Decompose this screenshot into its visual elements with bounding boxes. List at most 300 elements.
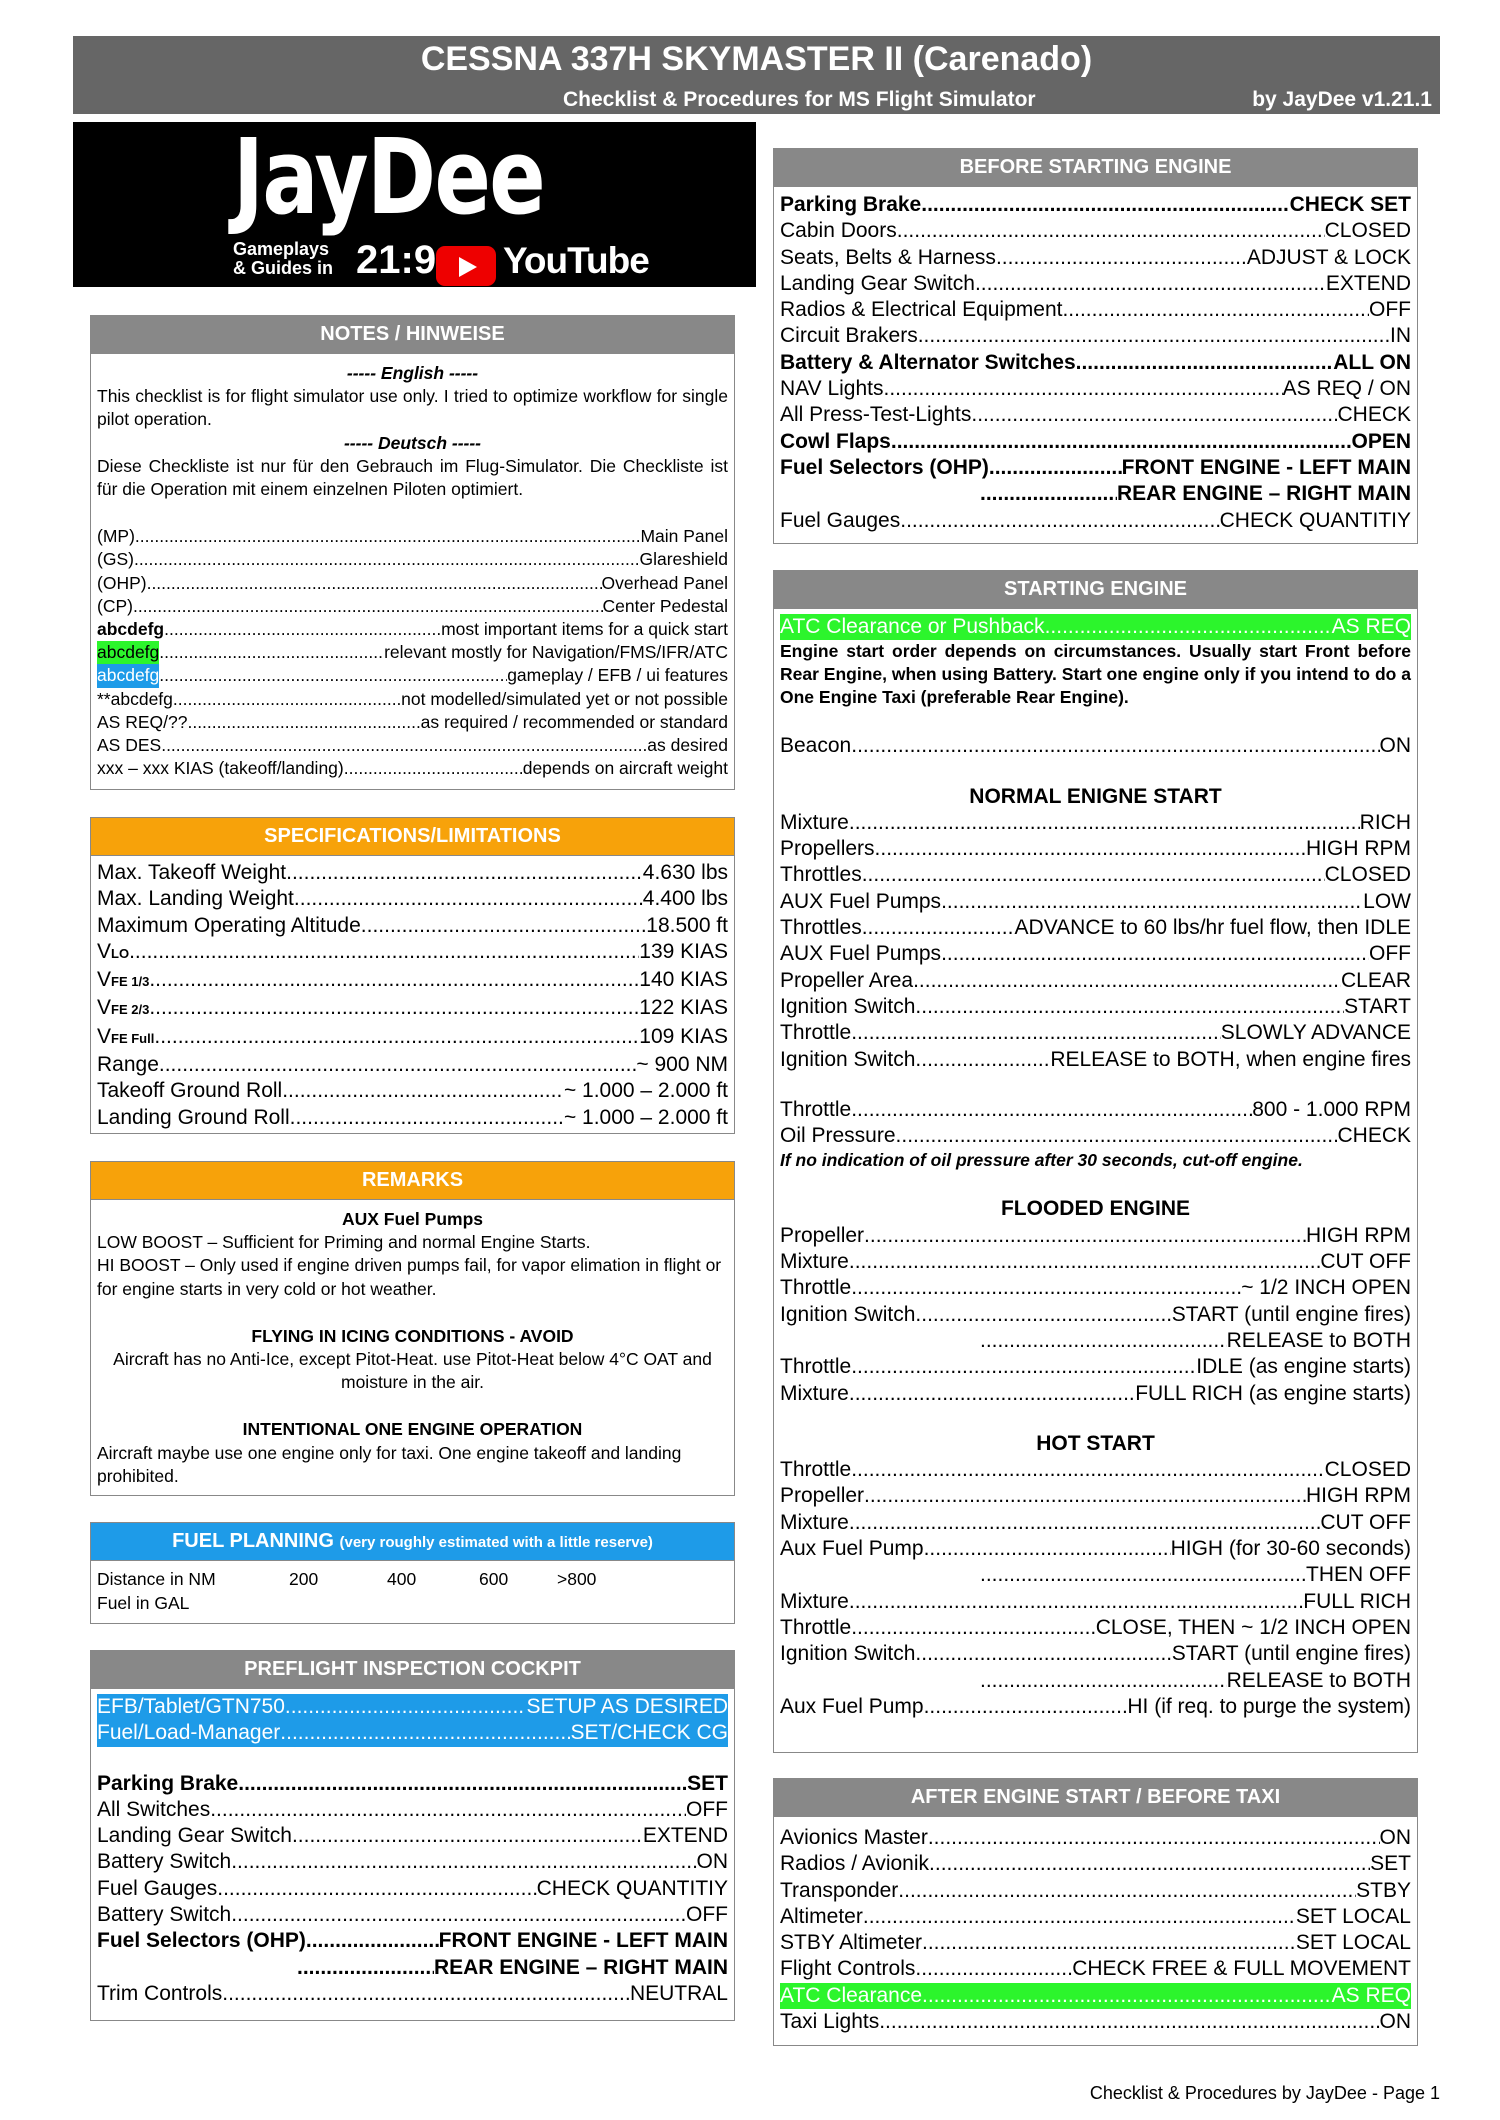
item-value: HIGH RPM (1306, 1484, 1411, 1508)
item-value: ~ 1.000 – 2.000 ft (563, 1105, 728, 1129)
item-value: EXTEND (642, 1824, 728, 1848)
item-label: **abcdefg (97, 688, 173, 709)
checklist-item (97, 757, 728, 780)
item-value: START (until engine fires) (1171, 1642, 1411, 1666)
item-value: Main Panel (640, 526, 728, 547)
item-value: RELEASE to BOTH, when engine fires (1050, 1047, 1411, 1071)
item-value: SET/CHECK CG (570, 1721, 728, 1745)
leader-dots (941, 889, 1363, 915)
fuel-distance-row (97, 1569, 728, 1592)
item-value: most important items for a quick start (441, 619, 728, 640)
item-value: 18.500 ft (646, 913, 728, 937)
logo-tagline (233, 240, 333, 278)
item-value: relevant mostly for Navigation/FMS/IFR/ATC (384, 642, 728, 663)
item-label: Propeller (780, 1223, 865, 1247)
item-label: AS REQ/?? (97, 711, 188, 732)
leader-dots (989, 455, 1122, 481)
item-label: Parking Brake. (780, 193, 928, 216)
checklist-item (97, 1928, 728, 1954)
leader-dots (280, 1720, 570, 1746)
item-label: Cabin Doors (780, 219, 897, 243)
leader-dots (862, 915, 1015, 941)
before-start-title: BEFORE STARTING ENGINE (774, 149, 1417, 187)
item-value: gameplay / EFB / ui features (507, 665, 728, 686)
checklist-item (97, 967, 728, 995)
item-value: AS REQ (1331, 615, 1411, 638)
leader-dots (294, 886, 643, 912)
specs-section (90, 817, 735, 1134)
page-footer: Checklist & Procedures by JayDee - Page 1 (1089, 2083, 1440, 2103)
item-value: RELEASE to BOTH (1226, 1328, 1411, 1352)
remarks-aux-hi: HI BOOST – Only used if engine driven pumps fail, for vapor elimation in flight or for engine starts in very cold or hot weather. (97, 1255, 722, 1299)
leader-dots (897, 218, 1325, 244)
leader-dots (980, 1668, 1227, 1694)
leader-dots (173, 688, 401, 711)
remarks-oneengine-text: Aircraft maybe use one engine only for taxi. One engine takeoff and landing prohibited. (97, 1442, 682, 1486)
item-value: OFF (686, 1903, 728, 1927)
item-label: Radios & Electrical Equipment (780, 298, 1063, 322)
item-value: not modelled/simulated yet or not possible (401, 688, 728, 709)
leader-dots (159, 641, 384, 664)
item-label: Ignition Switch (780, 1302, 916, 1326)
leader-dots (851, 1615, 1096, 1641)
item-label: All Press-Test-Lights (780, 403, 972, 427)
checklist-item (97, 641, 728, 664)
item-value: SET (687, 1771, 728, 1795)
checklist-item (780, 836, 1411, 862)
item-label: Ignition Switch (780, 1642, 916, 1666)
leader-dots (863, 1904, 1296, 1930)
checklist-item (780, 455, 1411, 481)
item-value: ON (1379, 2010, 1411, 2034)
leader-dots (879, 2009, 1379, 2035)
checklist-item (780, 1956, 1411, 1982)
page-subtitle: Checklist & Procedures for MS Flight Simulator (563, 88, 1036, 111)
leader-dots (924, 1694, 1128, 1720)
item-value: IN (1390, 324, 1411, 348)
leader-dots (1062, 297, 1369, 323)
leader-dots (915, 1956, 1072, 1982)
item-label: Mixture (780, 1250, 849, 1274)
leader-dots (996, 245, 1247, 271)
leader-dots (164, 618, 441, 641)
checklist-item (780, 218, 1411, 244)
item-value: FRONT ENGINE - LEFT MAIN (1121, 455, 1411, 479)
item-label: Beacon (780, 734, 852, 758)
preflight-title: PREFLIGHT INSPECTION COCKPIT (91, 1651, 734, 1689)
leader-dots (344, 757, 523, 780)
item-label: Flight Controls (780, 1957, 916, 1981)
leader-dots (900, 508, 1219, 534)
item-label: Takeoff Ground Roll (97, 1079, 283, 1103)
checklist-item (780, 862, 1411, 888)
checklist-item (780, 508, 1411, 534)
item-label: Max. Landing Weight (97, 887, 294, 911)
item-label: Oil Pressure (780, 1124, 896, 1148)
item-label: Fuel Gauges (97, 1876, 218, 1900)
item-label: Fuel Selectors (OHP) (97, 1929, 306, 1953)
logo-line2: & Guides in (233, 258, 334, 278)
item-value: REAR ENGINE – RIGHT MAIN (1116, 482, 1411, 506)
item-value: START (until engine fires) (1171, 1302, 1411, 1326)
item-label: Avionics Master (780, 1826, 928, 1849)
leader-dots (896, 1123, 1338, 1149)
checklist-item (780, 1223, 1411, 1249)
page-header (73, 36, 1440, 114)
leader-dots (971, 402, 1337, 428)
legend-list (97, 525, 728, 780)
fuel-dist-cell: 600 (479, 1569, 509, 1589)
checklist-item (780, 1328, 1411, 1354)
item-label: STBY Altimeter (780, 1931, 922, 1955)
item-label: Battery & Alternator Switches (780, 350, 1076, 374)
item-value: RICH (1359, 810, 1411, 834)
item-label: Throttle (780, 1021, 852, 1045)
checklist-item (97, 939, 728, 967)
item-label: Cowl Flaps (780, 429, 891, 453)
leader-dots (849, 1249, 1321, 1275)
logo-name: JayDee (233, 122, 545, 238)
checklist-item (780, 810, 1411, 836)
checklist-item (780, 1510, 1411, 1536)
item-value: 800 - 1.000 RPM (1252, 1097, 1411, 1121)
item-value: 122 KIAS (639, 996, 728, 1020)
leader-dots (927, 192, 1290, 218)
normal-start-title: NORMAL ENIGNE START (969, 784, 1222, 808)
item-label: (GS) (97, 549, 134, 570)
item-label: abcdefg (97, 641, 159, 664)
preflight-list (97, 1771, 728, 2008)
item-label: Propeller Area (780, 968, 914, 992)
checklist-item (97, 525, 728, 548)
item-label: NAV Lights (780, 377, 884, 401)
leader-dots (915, 1302, 1171, 1328)
checklist-item (780, 1354, 1411, 1380)
leader-dots (1076, 350, 1334, 376)
item-label: Battery Switch (97, 1850, 232, 1874)
leader-dots (929, 1851, 1370, 1877)
item-label: V (97, 939, 112, 963)
checklist-item (780, 1983, 1411, 2009)
checklist-item (97, 572, 728, 595)
item-label: (MP) (97, 526, 135, 547)
leader-dots (292, 1823, 643, 1849)
item-label: ATC Clearance or Pushback (780, 615, 1045, 638)
leader-dots (915, 1047, 1050, 1073)
checklist-item (780, 1047, 1411, 1073)
leader-dots (980, 1562, 1306, 1588)
item-value: CLOSED (1324, 1458, 1411, 1482)
normal-start-list-2 (780, 1097, 1411, 1150)
item-label: Parking Brake (97, 1771, 239, 1795)
preflight-section (90, 1650, 735, 2021)
fuel-dist-cell: 400 (387, 1569, 417, 1589)
after-start-list (780, 1825, 1411, 2035)
logo-line1: Gameplays (233, 239, 330, 259)
item-label: Throttles (780, 916, 862, 940)
item-label: ATC Clearance (780, 1983, 922, 2007)
item-value: ALL ON (1333, 350, 1411, 374)
item-label: Throttle (780, 1615, 852, 1639)
logo-aspect: 21:9 (356, 238, 437, 282)
leader-dots (975, 271, 1326, 297)
item-value: RELEASE to BOTH (1226, 1668, 1411, 1692)
item-label: Maximum Operating Altitude (97, 913, 361, 937)
leader-dots (862, 862, 1325, 888)
remarks-aux-head: AUX Fuel Pumps (342, 1209, 483, 1229)
page-title: CESSNA 337H SKYMASTER II (Carenado) (420, 40, 1093, 78)
item-label: V (97, 996, 112, 1020)
leader-dots (285, 1694, 527, 1720)
notes-title: NOTES / HINWEISE (91, 316, 734, 354)
leader-dots (849, 1589, 1303, 1615)
item-value: OPEN (1351, 429, 1411, 453)
checklist-item (780, 1381, 1411, 1407)
fuel-section (90, 1522, 735, 1624)
checklist-item (780, 968, 1411, 994)
checklist-item (780, 889, 1411, 915)
item-value: SLOWLY ADVANCE (1220, 1021, 1411, 1045)
leader-dots (282, 1078, 564, 1104)
item-label: Mixture (780, 1381, 849, 1405)
leader-dots (306, 1928, 439, 1954)
checklist-item (780, 1694, 1411, 1720)
item-label: xxx – xxx KIAS (takeoff/landing) (97, 758, 344, 779)
checklist-item (780, 402, 1411, 428)
flooded-engine-title: FLOODED ENGINE (1000, 1197, 1190, 1221)
fuel-title (91, 1523, 734, 1561)
item-value: OFF (1369, 942, 1411, 966)
checklist-item (97, 860, 728, 886)
item-value: AS REQ (1331, 1983, 1411, 2007)
item-label: Aux Fuel Pump (780, 1537, 924, 1561)
checklist-item (97, 1720, 728, 1746)
item-label: EFB/Tablet/GTN750 (97, 1695, 285, 1718)
checklist-item (780, 1123, 1411, 1149)
item-value: CHECK QUANTITIY (1219, 508, 1411, 532)
leader-dots (161, 734, 647, 757)
item-value: ~ 1/2 INCH OPEN (1241, 1276, 1411, 1300)
checklist-item (780, 941, 1411, 967)
fuel-title-sub: (very roughly estimated with a little reserve) (339, 1534, 653, 1551)
starting-title: STARTING ENGINE (774, 571, 1417, 609)
leader-dots (147, 572, 602, 595)
item-value: FULL RICH (as engine starts) (1135, 1381, 1411, 1405)
item-value: START (1344, 994, 1411, 1018)
leader-dots (149, 967, 639, 993)
leader-dots (884, 376, 1283, 402)
checklist-item (97, 734, 728, 757)
checklist-item (97, 1052, 728, 1078)
item-label: Radios / Avionik (780, 1852, 930, 1876)
leader-dots (133, 595, 603, 618)
item-value: 4.400 lbs (642, 887, 728, 911)
checklist-item (97, 548, 728, 571)
item-value: ADVANCE to 60 lbs/hr fuel flow, then IDLE (1014, 916, 1411, 940)
checklist-item (780, 1589, 1411, 1615)
item-value: Glareshield (639, 549, 728, 570)
item-value: SETUP AS DESIRED (526, 1695, 728, 1718)
youtube-play-icon (436, 246, 496, 286)
checklist-item (97, 995, 728, 1023)
checklist-item (780, 1097, 1411, 1123)
item-value: HIGH RPM (1306, 837, 1411, 861)
notes-en-head: ----- English ----- (346, 363, 479, 383)
checklist-item (780, 297, 1411, 323)
item-label: AUX Fuel Pumps (780, 942, 942, 966)
leader-dots (154, 1024, 639, 1050)
leader-dots (286, 860, 643, 886)
item-label: Trim Controls (97, 1981, 223, 2005)
leader-dots (217, 1876, 536, 1902)
item-subscript: FE 2/3 (111, 1002, 150, 1018)
checklist-item (780, 1615, 1411, 1641)
checklist-item (780, 1483, 1411, 1509)
remarks-icing-text: Aircraft has no Anti-Ice, except Pitot-Heat. use Pitot-Heat below 4°C OAT and moisture in the air. (113, 1349, 712, 1393)
checklist-item (97, 688, 728, 711)
item-value: Center Pedestal (602, 595, 728, 616)
checklist-item (97, 1797, 728, 1823)
item-value: CLOSED (1324, 219, 1411, 243)
fuel-dist-cell: >800 (557, 1569, 597, 1589)
leader-dots (864, 1223, 1306, 1249)
leader-dots (915, 1641, 1171, 1667)
checklist-item (97, 1024, 728, 1052)
item-label: Taxi Lights (780, 2010, 880, 2034)
leader-dots (898, 1878, 1356, 1904)
hot-start-title: HOT START (1036, 1431, 1155, 1455)
notes-de-text: Diese Checkliste ist nur für den Gebrauch im Flug-Simulator. Die Checkliste ist für die Operation mit einem einzelnen Piloten optimiert. (97, 455, 728, 500)
item-label: Throttles (780, 863, 862, 887)
item-subscript: FE Full (111, 1030, 155, 1046)
leader-dots (129, 939, 639, 965)
item-label: Mixture (780, 1589, 849, 1613)
item-label: Landing Ground Roll (97, 1105, 290, 1129)
atc-pushback-item (780, 614, 1411, 640)
item-value: as desired (647, 735, 728, 756)
beacon-item (780, 733, 1411, 759)
item-value: 139 KIAS (639, 939, 728, 963)
checklist-item (780, 1275, 1411, 1301)
leader-dots (361, 913, 646, 939)
before-start-section (773, 148, 1418, 544)
leader-dots (851, 1354, 1196, 1380)
leader-dots (918, 323, 1390, 349)
item-label: Range (97, 1053, 159, 1077)
checklist-item (780, 481, 1411, 507)
normal-start-list (780, 810, 1411, 1073)
remarks-oneengine-head: INTENTIONAL ONE ENGINE OPERATION (242, 1419, 583, 1440)
item-value: CHECK QUANTITIY (536, 1876, 728, 1900)
item-label: Altimeter (780, 1904, 863, 1928)
logo-platform: YouTube (503, 240, 649, 281)
item-value: HIGH RPM (1306, 1223, 1411, 1247)
remarks-icing-head: FLYING IN ICING CONDITIONS - AVOID (251, 1325, 574, 1346)
item-label: Circuit Brakers (780, 324, 918, 348)
leader-dots (875, 836, 1306, 862)
checklist-item (97, 1694, 728, 1720)
checklist-item (97, 1823, 728, 1849)
item-value: SET LOCAL (1295, 1904, 1411, 1928)
item-label: Mixture (780, 1510, 849, 1534)
leader-dots (238, 1771, 687, 1797)
checklist-item (97, 886, 728, 912)
item-label: abcdefg (97, 664, 159, 687)
checklist-item (97, 1078, 728, 1104)
version-label: by JayDee v1.21.1 (1252, 88, 1432, 111)
item-label: Mixture (780, 810, 849, 834)
leader-dots (922, 1983, 1332, 2009)
notes-de-head: ----- Deutsch ----- (343, 432, 482, 453)
item-value: CUT OFF (1320, 1510, 1411, 1534)
fuel-distance-label: Distance in NM (97, 1569, 216, 1589)
item-label: Throttle (780, 1097, 852, 1121)
leader-dots (210, 1797, 686, 1823)
item-value: ~ 1.000 – 2.000 ft (563, 1079, 728, 1103)
item-value: 4.630 lbs (642, 861, 728, 884)
leader-dots (135, 525, 641, 548)
item-value: CHECK (1337, 1124, 1411, 1148)
item-value: AS REQ / ON (1282, 377, 1411, 401)
item-label: Throttle (780, 1276, 852, 1300)
item-label: Propellers (780, 837, 875, 861)
item-label: abcdefg (97, 619, 165, 640)
item-subscript: FE 1/3 (111, 974, 150, 990)
remarks-title: REMARKS (91, 1162, 734, 1200)
after-start-title: AFTER ENGINE START / BEFORE TAXI (774, 1779, 1417, 1817)
checklist-item (97, 664, 728, 687)
starting-section (773, 570, 1418, 1753)
item-label: Max. Takeoff Weight (97, 861, 287, 884)
specs-list (97, 860, 728, 1131)
item-value: FULL RICH (1303, 1589, 1411, 1613)
fuel-dist-cell: 200 (289, 1569, 319, 1589)
checklist-item (97, 1955, 728, 1981)
leader-dots (187, 711, 420, 734)
notes-en-text: This checklist is for flight simulator use only. I tried to optimize workflow for single pilot operation. (97, 386, 728, 430)
item-value: OFF (686, 1797, 728, 1821)
before-start-list (780, 192, 1411, 534)
checklist-item (97, 595, 728, 618)
item-label: (OHP) (97, 572, 147, 593)
checklist-item (780, 323, 1411, 349)
leader-dots (915, 994, 1344, 1020)
checklist-item (780, 1878, 1411, 1904)
item-value: ~ 900 NM (636, 1053, 728, 1077)
item-label: AUX Fuel Pumps (780, 889, 942, 913)
checklist-item (780, 350, 1411, 376)
oil-pressure-note: If no indication of oil pressure after 30 seconds, cut-off engine. (780, 1150, 1303, 1171)
item-label: Fuel/Load-Manager (97, 1721, 281, 1745)
item-value: SET LOCAL (1295, 1931, 1411, 1955)
item-label: Landing Gear Switch (97, 1824, 292, 1848)
item-value: EXTEND (1325, 271, 1411, 295)
item-value: HIGH (for 30-60 seconds) (1170, 1537, 1411, 1561)
leader-dots (159, 664, 507, 687)
item-label: Transponder (780, 1878, 899, 1902)
checklist-item (780, 994, 1411, 1020)
leader-dots (980, 481, 1117, 507)
checklist-item (780, 376, 1411, 402)
after-start-section (773, 1778, 1418, 2046)
fuel-gal-label: Fuel in GAL (97, 1593, 190, 1613)
item-value: HI (if req. to purge the system) (1127, 1694, 1411, 1718)
leader-dots (864, 1483, 1306, 1509)
item-label: Fuel Gauges (780, 508, 901, 532)
leader-dots (928, 1825, 1380, 1851)
item-label: All Switches (97, 1797, 211, 1821)
item-label: Ignition Switch (780, 1047, 916, 1071)
